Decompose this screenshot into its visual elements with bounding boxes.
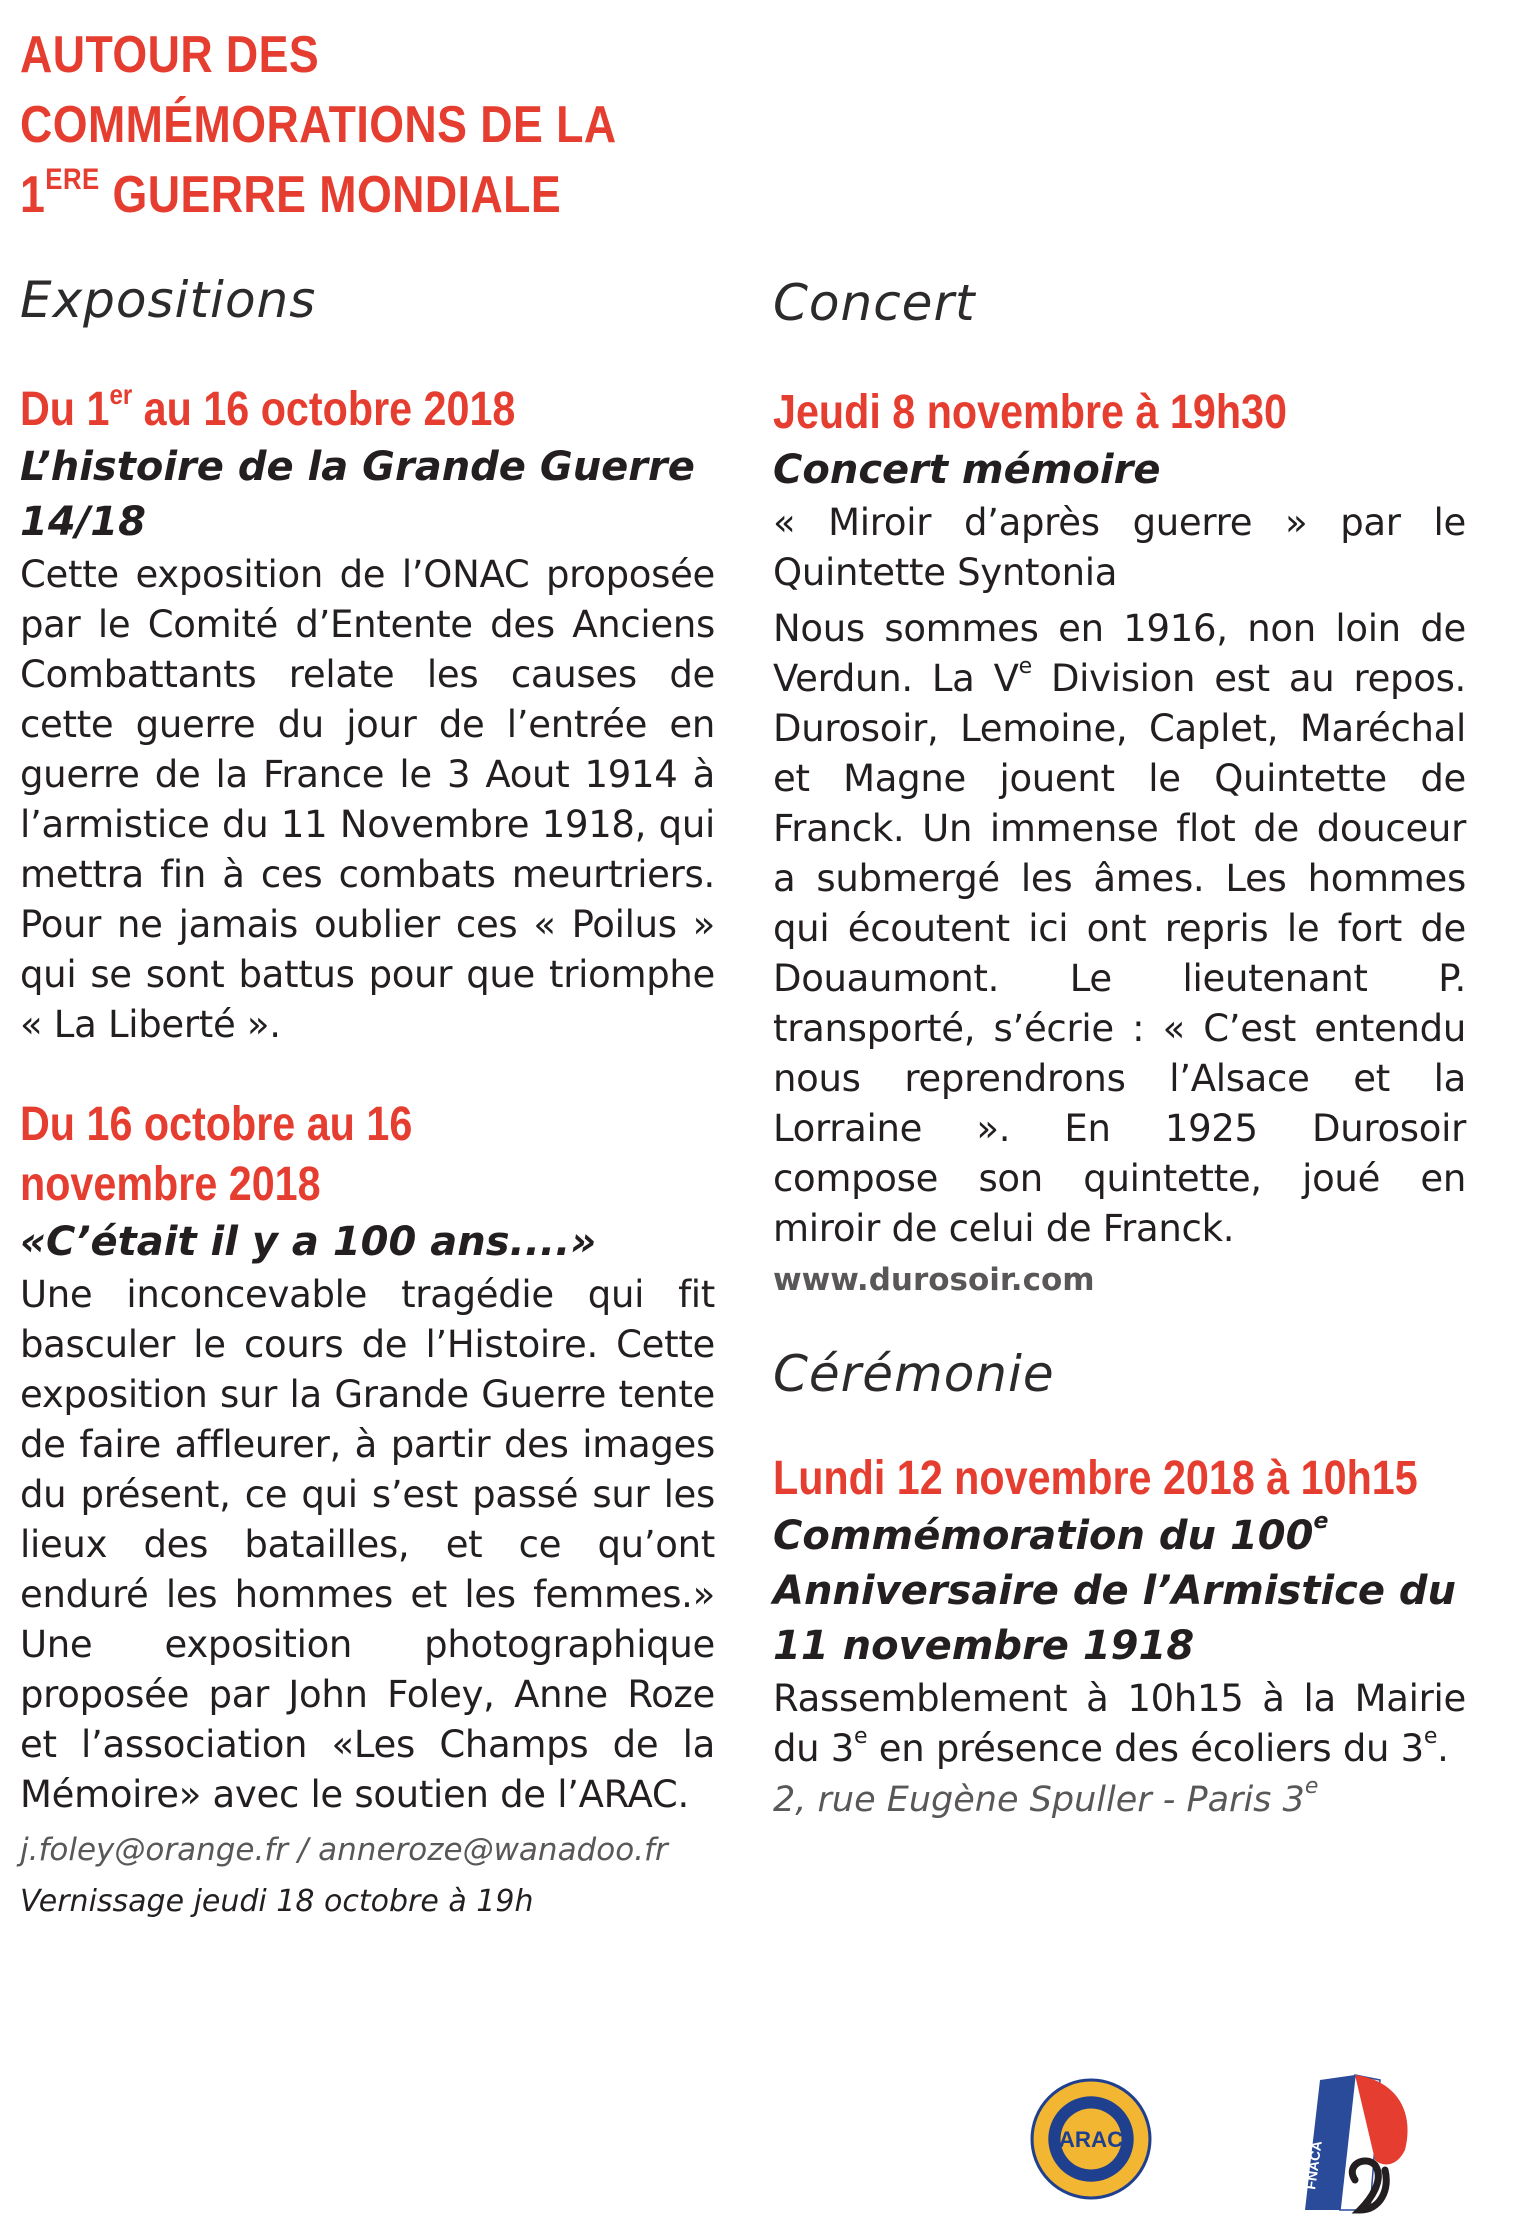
exposition-1-date-part-a: Du 1	[20, 383, 110, 436]
ceremonie-description-part-b: en présence des écoliers du 3	[867, 1727, 1424, 1770]
fnaca-logo-text: FNACA	[1302, 2139, 1325, 2191]
fnaca-logo	[1285, 2070, 1425, 2225]
ceremonie-description-part-c: .	[1437, 1727, 1449, 1770]
exposition-2-description: Une inconcevable tragédie qui fit basculer le cours de l’Histoire. Cette exposition sur la Grande Guerre tente de faire affleurer, à partir des images du présent, ce qui s’est passé sur les lieux des batailles, et ce qu’ont enduré les hommes et les femmes.» Une exposition photographique proposée par John Foley, Anne Roze et l’association «Les Champs de la Mémoire» avec le soutien de l’ARAC.	[20, 1273, 715, 1816]
exposition-1-date	[20, 380, 618, 440]
exposition-2-vernissage: Vernissage jeudi 18 octobre à 19h	[20, 1884, 534, 1919]
ceremonie-title-part-b: Anniversaire de l’Armistice du 11 novembre 1918	[773, 1568, 1457, 1669]
concert-description-sup: e	[1018, 654, 1032, 679]
concert-title: Concert mémoire	[773, 447, 1161, 493]
exposition-1-description: Cette exposition de l’ONAC proposée par le Comité d’Entente des Anciens Combattants relate les causes de cette guerre du jour de l’entrée en guerre de la France le 3 Aout 1914 à l’armistice du 11 Novembre 1918, qui mettra fin à ces combats meurtriers. Pour ne jamais oublier ces « Poilus » qui se sont battus pour que triomphe « La Liberté ».	[20, 553, 715, 1046]
title-line-1: AUTOUR DES	[20, 26, 320, 84]
ceremonie-title	[773, 1509, 1466, 1674]
title-line-3-rest: GUERRE MONDIALE	[99, 166, 562, 224]
exposition-2-title: «C’était il y a 100 ans....»	[20, 1219, 597, 1265]
exposition-2-date: Du 16 octobre au 16 novembre 2018	[20, 1098, 413, 1211]
ceremonie-description-sup-1: e	[854, 1724, 868, 1749]
concert-description-part-a: Nous sommes en 1916, non loin de Verdun. La V	[773, 607, 1466, 700]
ceremonie-description-part-a: Rassemblement à 10h15 à la Mairie du 3	[773, 1677, 1466, 1770]
ceremonie-title-part-a: Commémoration du 100	[773, 1513, 1314, 1559]
partner-logos	[1030, 2070, 1430, 2225]
left-column	[20, 270, 715, 1928]
ceremonie-title-sup: e	[1313, 1509, 1329, 1534]
concert-description-part-b: Division est au repos. Durosoir, Lemoine, Caplet, Maréchal et Magne jouent le Quintette de Franck. Un immense flot de douceur a submergé les âmes. Les hommes qui écoutent ici ont repris le fort de Douaumont. Le lieutenant P. transporté, s’écrie : « C’est entendu nous reprendrons l’Alsace et la Lorraine ». En 1925 Durosoir compose son quintette, joué en miroir de celui de Franck.	[773, 657, 1467, 1250]
exposition-1-date-sup: er	[109, 379, 133, 410]
ceremonie-heading: Cérémonie	[773, 1345, 1055, 1403]
title-line-2: COMMÉMORATIONS DE LA	[20, 96, 617, 154]
concert-date: Jeudi 8 novembre à 19h30	[773, 386, 1287, 439]
ceremonie-address	[773, 1774, 1466, 1826]
ceremonie-address-text: 2, rue Eugène Spuller - Paris 3	[773, 1780, 1305, 1820]
concert-subtitle: « Miroir d’après guerre » par le Quintette Syntonia	[773, 501, 1466, 594]
expositions-heading: Expositions	[20, 271, 317, 329]
ceremonie-date: Lundi 12 novembre 2018 à 10h15	[773, 1452, 1418, 1505]
concert-description	[773, 604, 1466, 1254]
title-line-3-number: 1	[20, 166, 46, 224]
page-title	[20, 20, 708, 230]
arac-logo-text: ARAC	[1058, 2127, 1124, 2153]
arac-logo	[1030, 2078, 1152, 2200]
right-column	[773, 270, 1466, 1826]
title-line-3-superscript: ERE	[45, 163, 100, 196]
concert-website-link[interactable]: www.durosoir.com	[773, 1262, 1095, 1298]
concert-heading: Concert	[773, 274, 976, 332]
ceremonie-address-sup: e	[1304, 1774, 1319, 1799]
ceremonie-description-sup-2: e	[1423, 1724, 1438, 1749]
exposition-2-contacts[interactable]: j.foley@orange.fr / anneroze@wanadoo.fr	[20, 1832, 668, 1868]
exposition-1-date-part-b: au 16 octobre 2018	[132, 383, 516, 436]
ceremonie-description	[773, 1674, 1466, 1774]
exposition-1-title: L’histoire de la Grande Guerre 14/18	[20, 444, 695, 545]
